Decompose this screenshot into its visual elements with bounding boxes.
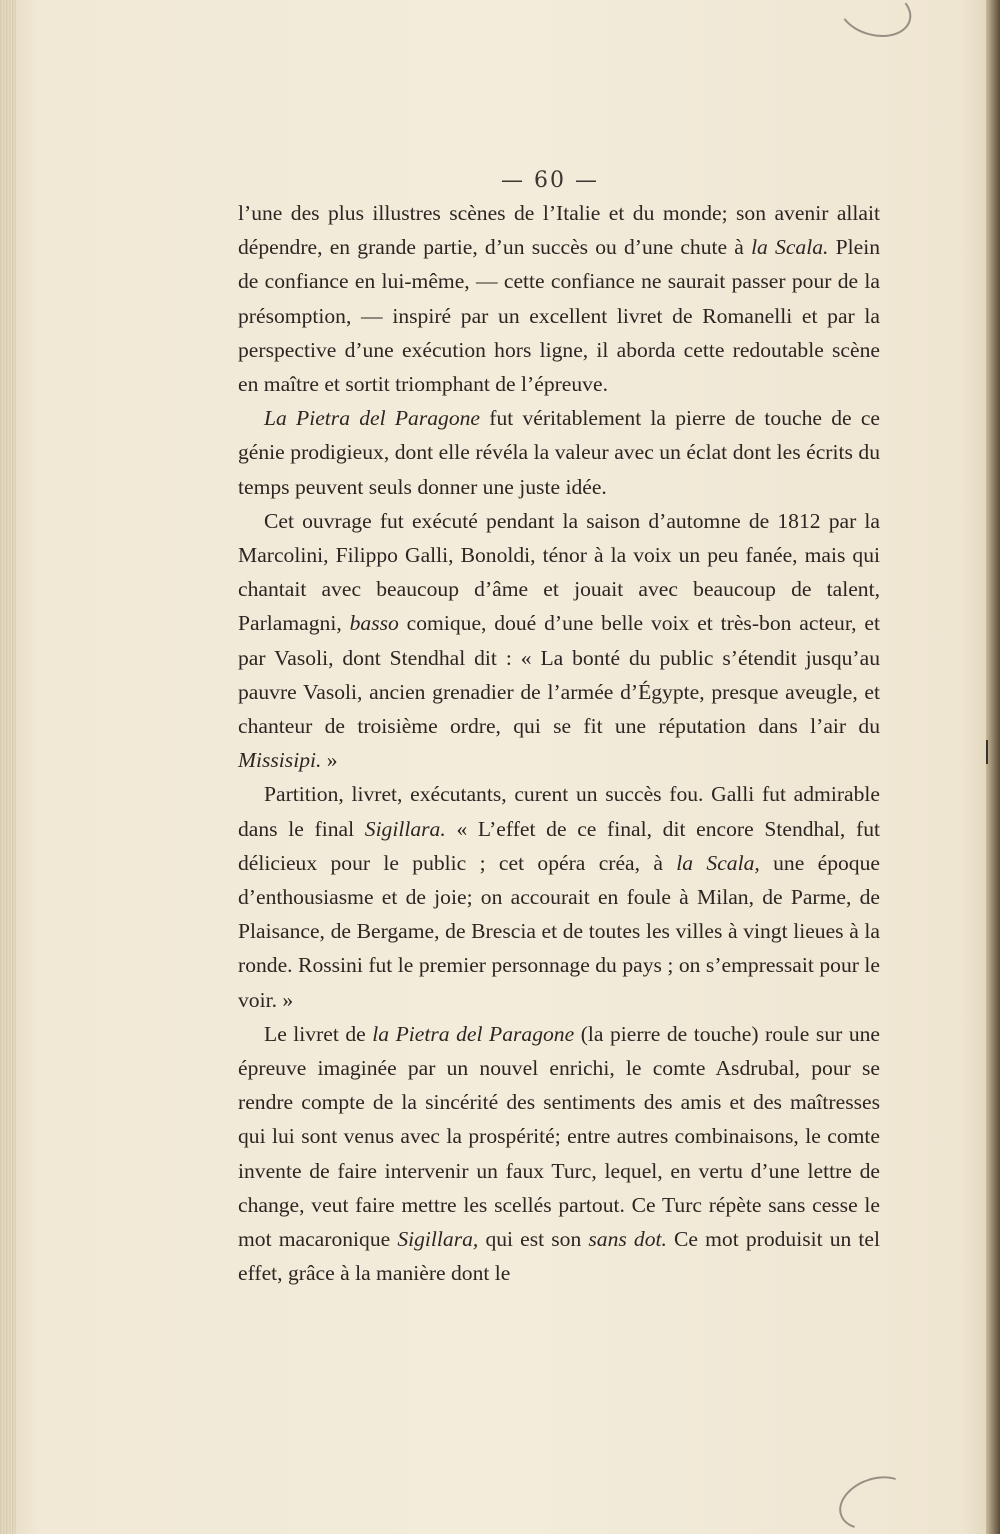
- italic-text: Sigillara,: [397, 1227, 479, 1252]
- page-number: — 60 —: [501, 168, 599, 193]
- text-run: Plein de confiance en lui-même, — cette confiance ne saurait passer pour de la présomption, — inspiré par un excellent livret de Romanelli et par la perspective d’une exécution hors ligne, il aborda cette redoutable scène en maître et sortit triomphant de l’épreuve.: [238, 235, 880, 397]
- corner-fold-mark: [832, 1467, 919, 1534]
- text-run: »: [321, 748, 338, 773]
- text-run: Partition, livret, exécutants, curent un succès fou. Galli fut admirable dans le final: [238, 782, 880, 841]
- text-run: une époque d’enthousiasme et de joie; on accourait en foule à Milan, de Parme, de Plaisance, de Bergame, de Brescia et de toutes les villes à vingt lieues à la ronde. Rossini fut le premier personnage du pays ; on s’empressait pour le voir. »: [238, 850, 880, 1012]
- paragraph: [238, 196, 880, 401]
- italic-text: La Pietra del Paragone: [264, 406, 481, 431]
- italic-text: sans dot.: [588, 1227, 667, 1252]
- italic-text: la Scala,: [676, 850, 760, 875]
- paragraph: [238, 504, 880, 778]
- corner-fold-mark: [833, 0, 917, 45]
- text-run: Le livret de: [264, 1021, 373, 1046]
- text-run: Ce mot produisit un tel effet, grâce à la manière dont le: [238, 1227, 881, 1286]
- italic-text: basso: [349, 611, 399, 636]
- paragraph: [238, 1017, 880, 1291]
- text-run: qui est son: [478, 1227, 589, 1252]
- text-run: comique, doué d’une belle voix et très-bon acteur, et par Vasoli, dont Stendhal dit : « La bonté du public s’étendit jusqu’au pauvre Vasoli, ancien grenadier de l’armée d’Égypte, presque aveugle, et chanteur de troisième ordre, qui se fit une réputation dans l’air du: [238, 611, 880, 739]
- italic-text: la Scala.: [751, 235, 829, 260]
- margin-mark: [986, 740, 988, 764]
- text-run: fut véritablement la pierre de touche de ce génie prodigieux, dont elle révéla la valeur avec un éclat dont les écrits du temps peuvent seuls donner une juste idée.: [238, 406, 880, 499]
- italic-text: Sigillara.: [364, 816, 446, 841]
- text-run: l’une des plus illustres scènes de l’Italie et du monde; son avenir allait dépendre, en grande partie, d’un succès ou d’une chute à: [238, 201, 880, 260]
- paragraph: [238, 777, 880, 1016]
- binding-edge: [0, 0, 16, 1534]
- italic-text: Missisipi.: [238, 748, 322, 773]
- paragraph: [238, 401, 880, 504]
- body-text: [238, 196, 880, 1291]
- text-run: Cet ouvrage fut exécuté pendant la saison d’automne de 1812 par la Marcolini, Filippo Galli, Bonoldi, ténor à la voix un peu fanée, mais qui chantait avec beaucoup d’âme et jouait avec beaucoup de talent, Parlamagni,: [238, 508, 880, 636]
- page-edge: [986, 0, 1000, 1534]
- italic-text: la Pietra del Paragone: [372, 1021, 575, 1046]
- text-run: « L’effet de ce final, dit encore Stendhal, fut délicieux pour le public ; cet opéra créa, à: [238, 816, 880, 875]
- text-run: (la pierre de touche) roule sur une épreuve imaginée par un nouvel enrichi, le comte Asdrubal, pour se rendre compte de la sincérité des sentiments des amis et des maîtresses qui lui sont venus avec la prospérité; entre autres combinaisons, le comte invente de faire intervenir un faux Turc, lequel, en vertu d’une lettre de change, veut faire mettre les scellés partout. Ce Turc répète sans cesse le mot macaronique: [238, 1021, 881, 1252]
